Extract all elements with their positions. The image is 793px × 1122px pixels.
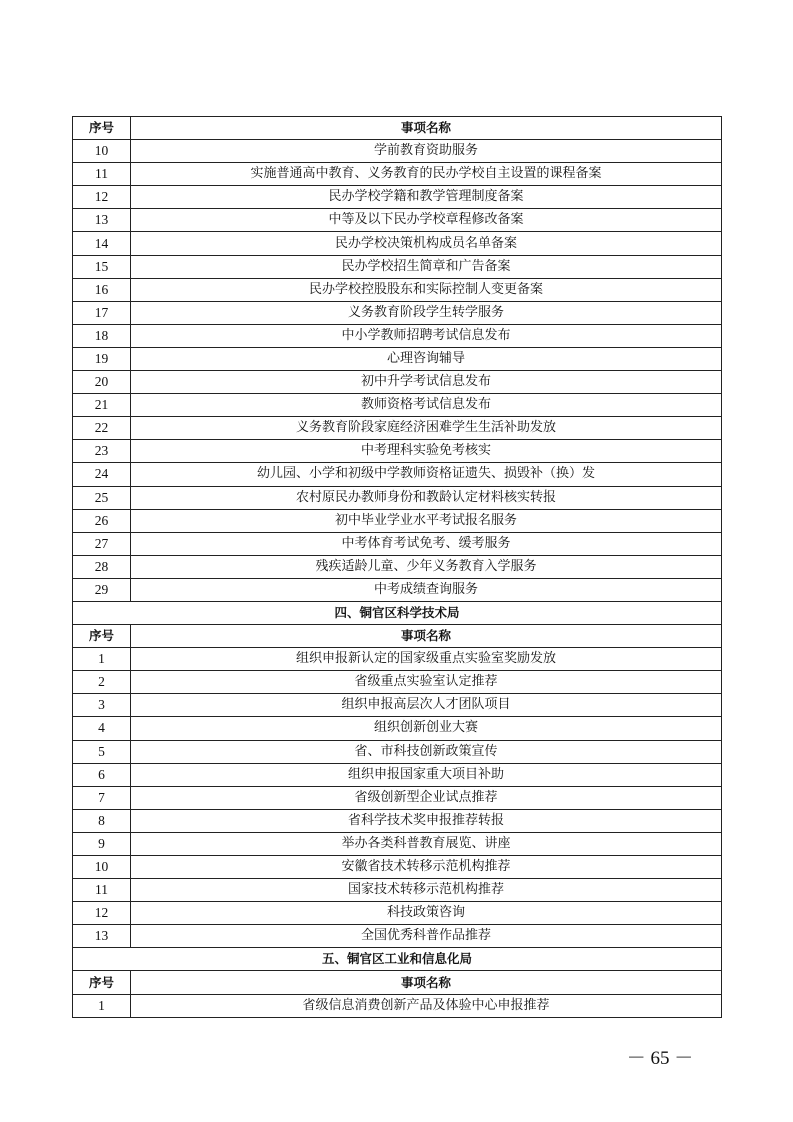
item-name: 科技政策咨询 [131,902,722,925]
item-number: 11 [73,163,131,186]
item-name: 省级信息消费创新产品及体验中心申报推荐 [131,994,722,1017]
item-number: 27 [73,532,131,555]
table-row [73,578,722,601]
table-row [73,232,722,255]
item-number: 7 [73,786,131,809]
item-number: 10 [73,856,131,879]
item-name: 民办学校控股股东和实际控制人变更备案 [131,278,722,301]
item-number: 11 [73,879,131,902]
table-row [73,394,722,417]
item-number: 6 [73,763,131,786]
table-row [73,371,722,394]
item-name: 残疾适龄儿童、少年义务教育入学服务 [131,555,722,578]
table-row [73,925,722,948]
items-table [72,116,722,1018]
table-row [73,532,722,555]
table-row [73,440,722,463]
table-row [73,324,722,347]
item-number: 19 [73,347,131,370]
item-name: 组织申报新认定的国家级重点实验室奖励发放 [131,648,722,671]
item-number: 1 [73,994,131,1017]
table-row [73,486,722,509]
item-name: 中考理科实验免考核实 [131,440,722,463]
item-number: 13 [73,925,131,948]
item-name: 心理咨询辅导 [131,347,722,370]
header-num-cell: 序号 [73,117,131,140]
table-row [73,856,722,879]
item-name: 组织申报国家重大项目补助 [131,763,722,786]
item-number: 26 [73,509,131,532]
item-name: 中小学教师招聘考试信息发布 [131,324,722,347]
table-row [73,648,722,671]
item-number: 16 [73,278,131,301]
item-name: 中考成绩查询服务 [131,578,722,601]
table-row [73,717,722,740]
item-number: 21 [73,394,131,417]
item-name: 学前教育资助服务 [131,140,722,163]
table-row [73,902,722,925]
item-name: 省、市科技创新政策宣传 [131,740,722,763]
item-name: 举办各类科普教育展览、讲座 [131,832,722,855]
item-number: 25 [73,486,131,509]
item-number: 12 [73,186,131,209]
section-heading-row [73,601,722,624]
item-name: 组织创新创业大赛 [131,717,722,740]
table-row [73,301,722,324]
item-number: 1 [73,648,131,671]
item-number: 14 [73,232,131,255]
item-name: 农村原民办教师身份和教龄认定材料核实转报 [131,486,722,509]
section-heading: 五、铜官区工业和信息化局 [73,948,722,971]
item-name: 实施普通高中教育、义务教育的民办学校自主设置的课程备案 [131,163,722,186]
table-row [73,140,722,163]
item-number: 4 [73,717,131,740]
table-row [73,463,722,486]
item-number: 29 [73,578,131,601]
item-name: 中考体育考试免考、缓考服务 [131,532,722,555]
item-name: 组织申报高层次人才团队项目 [131,694,722,717]
table-row [73,209,722,232]
table-row [73,255,722,278]
table-row [73,832,722,855]
table-header-row [73,971,722,994]
item-number: 24 [73,463,131,486]
item-number: 2 [73,671,131,694]
header-name-cell: 事项名称 [131,117,722,140]
item-number: 18 [73,324,131,347]
table-row [73,163,722,186]
table-row [73,509,722,532]
item-number: 15 [73,255,131,278]
table-row [73,417,722,440]
page-number: － 65 － [626,1048,694,1069]
item-name: 省科学技术奖申报推荐转报 [131,809,722,832]
item-number: 23 [73,440,131,463]
item-name: 初中升学考试信息发布 [131,371,722,394]
table-row [73,763,722,786]
item-name: 省级创新型企业试点推荐 [131,786,722,809]
table-row [73,740,722,763]
item-name: 幼儿园、小学和初级中学教师资格证遗失、损毁补（换）发 [131,463,722,486]
item-name: 国家技术转移示范机构推荐 [131,879,722,902]
item-name: 教师资格考试信息发布 [131,394,722,417]
item-name: 民办学校学籍和教学管理制度备案 [131,186,722,209]
item-name: 义务教育阶段学生转学服务 [131,301,722,324]
item-number: 28 [73,555,131,578]
table-row [73,994,722,1017]
item-number: 12 [73,902,131,925]
item-name: 省级重点实验室认定推荐 [131,671,722,694]
item-number: 3 [73,694,131,717]
table-row [73,879,722,902]
table-header-row [73,625,722,648]
item-number: 10 [73,140,131,163]
item-name: 民办学校决策机构成员名单备案 [131,232,722,255]
item-number: 22 [73,417,131,440]
table-row [73,786,722,809]
table-row [73,278,722,301]
table-row [73,694,722,717]
item-number: 17 [73,301,131,324]
item-name: 民办学校招生简章和广告备案 [131,255,722,278]
section-heading: 四、铜官区科学技术局 [73,601,722,624]
item-name: 义务教育阶段家庭经济困难学生生活补助发放 [131,417,722,440]
item-name: 中等及以下民办学校章程修改备案 [131,209,722,232]
items-table-body [73,117,722,1018]
table-row [73,671,722,694]
item-number: 13 [73,209,131,232]
table-row [73,347,722,370]
table-row [73,186,722,209]
item-number: 5 [73,740,131,763]
header-num-cell: 序号 [73,625,131,648]
table-row [73,555,722,578]
table-header-row [73,117,722,140]
table-row [73,809,722,832]
section-heading-row [73,948,722,971]
item-name: 全国优秀科普作品推荐 [131,925,722,948]
item-name: 安徽省技术转移示范机构推荐 [131,856,722,879]
header-name-cell: 事项名称 [131,971,722,994]
item-number: 9 [73,832,131,855]
item-name: 初中毕业学业水平考试报名服务 [131,509,722,532]
header-num-cell: 序号 [73,971,131,994]
header-name-cell: 事项名称 [131,625,722,648]
item-number: 8 [73,809,131,832]
item-number: 20 [73,371,131,394]
